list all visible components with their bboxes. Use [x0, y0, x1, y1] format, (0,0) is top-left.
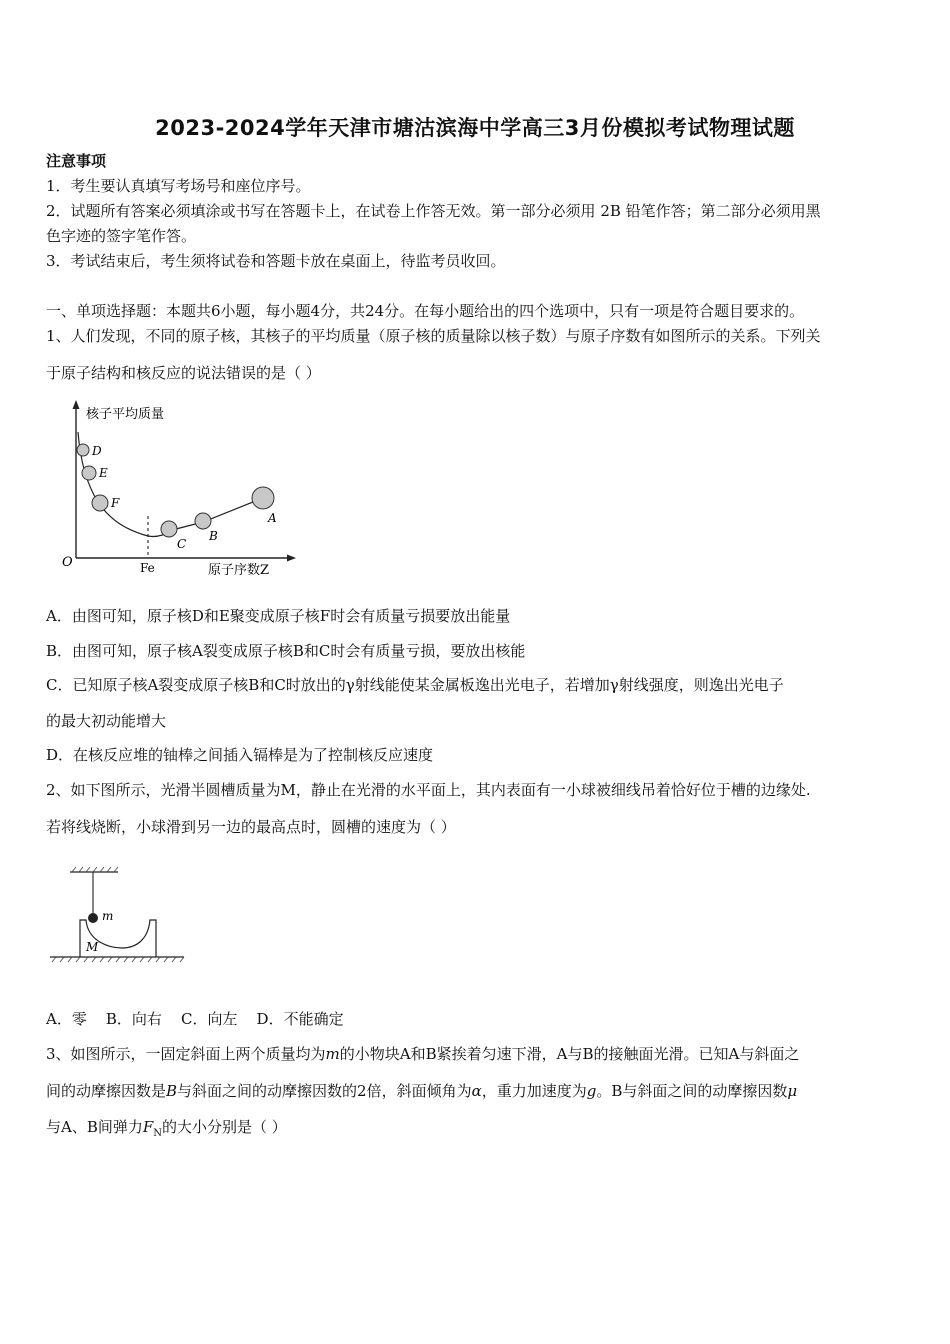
var-F: F [142, 1118, 154, 1136]
point-E [82, 466, 96, 480]
notice-item-1: 1．考生要认真填写考场号和座位序号。 [46, 177, 311, 195]
q3-line2-c: ，重力加速度为 [481, 1082, 587, 1100]
q1-option-B: B．由图可知，原子核A裂变成原子核B和C时会有质量亏损，要放出核能 [46, 642, 526, 660]
x-axis-label: 原子序数Z [208, 563, 270, 578]
var-F-sub: N [153, 1128, 163, 1139]
q3-line3-a: 与A、B间弹力 [46, 1118, 143, 1136]
var-g: g [586, 1082, 597, 1100]
floor-hatch [52, 957, 184, 962]
q3-line1-a: 3、如图所示，一固定斜面上两个质量均为 [46, 1045, 326, 1063]
label-E: E [99, 466, 108, 480]
section-heading: 一、单项选择题：本题共6小题，每小题4分，共24分。在每小题给出的四个选项中，只有一项是符合题目要求的。 [46, 302, 805, 320]
q3-line3-b: 的大小分别是（ ） [162, 1118, 287, 1136]
q2-stem-line1: 2、如下图所示，光滑半圆槽质量为M，静止在光滑的水平面上，其内表面有一小球被细线吊着恰好位于槽的边缘处. [46, 781, 811, 799]
point-F [92, 495, 108, 511]
q3-line3 [46, 1116, 908, 1145]
ball [88, 913, 98, 923]
var-m: m [325, 1045, 340, 1063]
q1-stem-line1: 1、人们发现，不同的原子核，其核子的平均质量（原子核的质量除以核子数）与原子序数有如图所示的关系。下列关 [46, 327, 821, 345]
q3-line2-d: 。B与斜面之间的动摩擦因数 [596, 1082, 788, 1100]
label-D: D [92, 444, 102, 458]
var-alpha: α [471, 1082, 482, 1100]
notice-item-3: 3．考试结束后，考生须将试卷和答题卡放在桌面上，待监考员收回。 [46, 252, 506, 270]
notice-heading: 注意事项 [46, 152, 107, 170]
exam-title: 2023-2024学年天津市塘沽滨海中学高三3月份模拟考试物理试题 [155, 116, 795, 140]
var-mu: μ [787, 1082, 798, 1100]
q1-option-C-line2: 的最大初动能增大 [46, 712, 167, 730]
point-C [161, 521, 177, 537]
notice-item-2-cont: 色字迹的签字笔作答。 [46, 227, 197, 245]
ball-label: m [102, 909, 114, 923]
label-A: A [268, 511, 277, 525]
q1-stem-line2: 于原子结构和核反应的说法错误的是（ ） [46, 364, 321, 382]
point-B [195, 513, 211, 529]
q1-option-D: D．在核反应堆的铀棒之间插入镉棒是为了控制核反应速度 [46, 746, 434, 764]
q3-line1 [46, 1043, 908, 1065]
q3-line2-b: 与斜面之间的动摩擦因数的2倍，斜面倾角为 [177, 1082, 472, 1100]
notice-item-2: 2．试题所有答案必须填涂或书写在答题卡上，在试卷上作答无效。第一部分必须用 2B 铅笔作答；第二部分必须用黑 [46, 202, 821, 220]
q2-half-slot-figure [46, 862, 188, 968]
label-B: B [209, 529, 218, 543]
q1-option-C-line1: C．已知原子核A裂变成原子核B和C时放出的γ射线能使某金属板逸出光电子，若增加γ射线强度，则逸出光电子 [46, 676, 784, 694]
label-C: C [177, 537, 187, 551]
q2-stem-line2: 若将线烧断，小球滑到另一边的最高点时，圆槽的速度为（ ） [46, 818, 456, 836]
q1-binding-energy-figure [58, 398, 298, 580]
fe-label: Fe [140, 561, 155, 575]
origin-label: O [62, 555, 73, 570]
y-axis-label: 核子平均质量 [86, 407, 165, 422]
point-D [77, 444, 89, 456]
label-F: F [111, 496, 120, 510]
point-A [252, 487, 274, 509]
q2-options: A．零 B．向右 C．向左 D．不能确定 [46, 1010, 344, 1028]
q3-line1-b: 的小物块A和B紧挨着匀速下滑，A与B的接触面光滑。已知A与斜面之 [339, 1045, 800, 1063]
ceiling-hatch [72, 867, 118, 872]
slot-label: M [86, 940, 99, 954]
q3-line2-a: 间的动摩擦因数是 [46, 1082, 167, 1100]
x-axis-arrow [287, 555, 296, 562]
y-axis-arrow [73, 400, 80, 409]
q3-line2 [46, 1080, 908, 1102]
q1-option-A: A．由图可知，原子核D和E聚变成原子核F时会有质量亏损要放出能量 [46, 607, 511, 625]
var-B: B [166, 1082, 178, 1100]
